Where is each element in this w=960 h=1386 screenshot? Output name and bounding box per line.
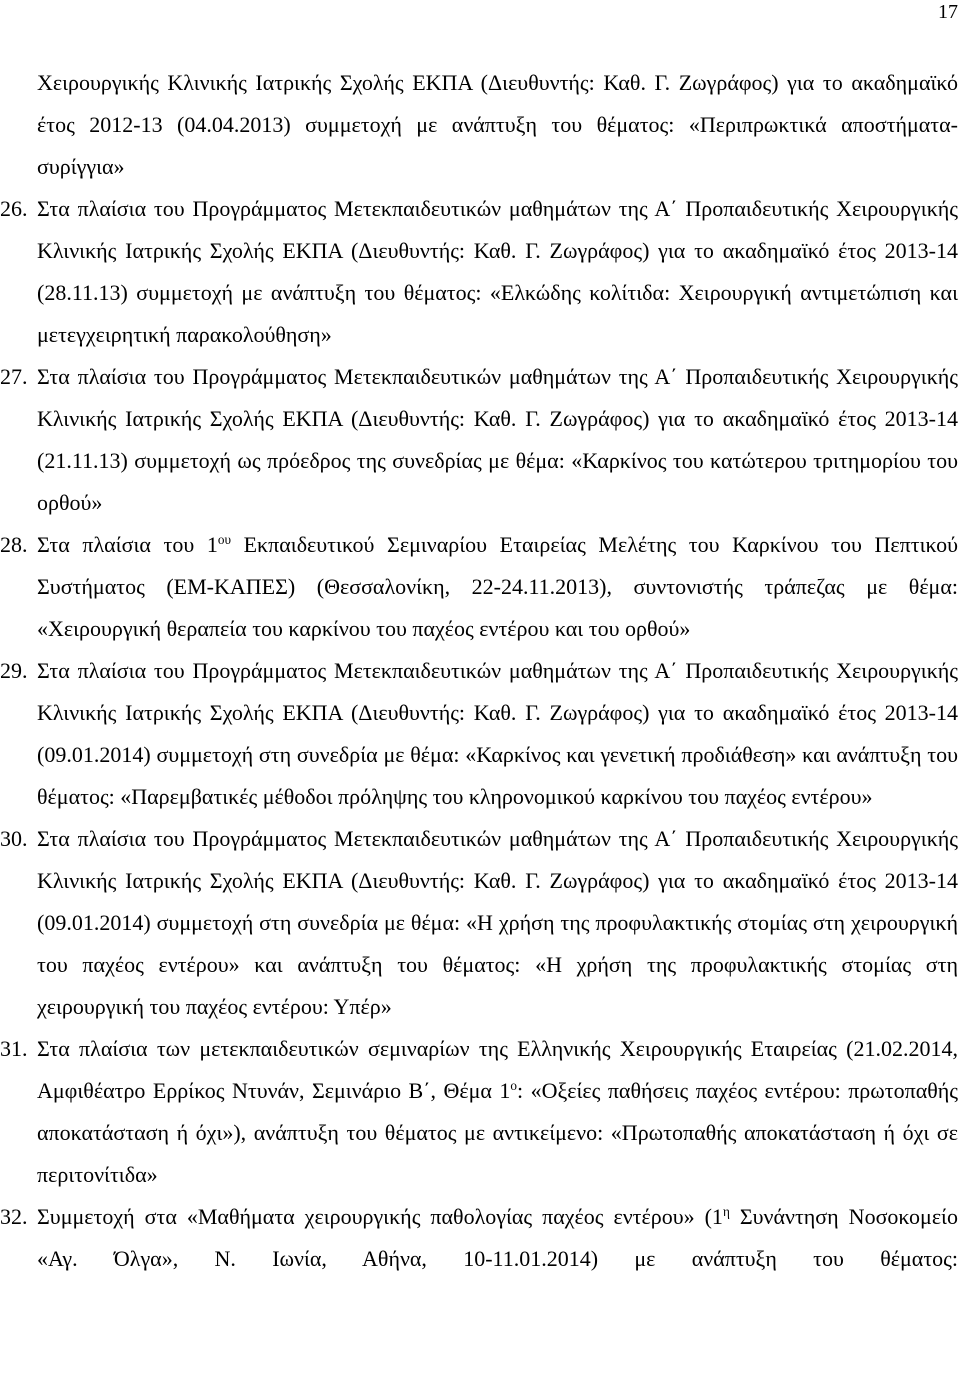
numbered-list bbox=[0, 62, 958, 1280]
list-item-28 bbox=[0, 524, 958, 650]
list-item-text-start: Στα πλαίσια του 1 bbox=[37, 532, 218, 557]
list-item-text: Στα πλαίσια του Προγράμματος Μετεκπαιδευτικών μαθημάτων της Α΄ Προπαιδευτικής Χειρουργικής Κλινικής Ιατρικής Σχολής ΕΚΠΑ (Διευθυντής: Καθ. Γ. Ζωγράφος) για το ακαδημαϊκό έτος 2013-14 (21.11.13) συμμετοχή ως πρόεδρος της συνεδρίας με θέμα: «Καρκίνος του κατώτερου τριτημορίου του ορθού» bbox=[37, 364, 958, 515]
list-item-text: Στα πλαίσια του Προγράμματος Μετεκπαιδευτικών μαθημάτων της Α΄ Προπαιδευτικής Χειρουργικής Κλινικής Ιατρικής Σχολής ΕΚΠΑ (Διευθυντής: Καθ. Γ. Ζωγράφος) για το ακαδημαϊκό έτος 2013-14 (09.01.2014) συμμετοχή στη συνεδρία με θέμα: «Καρκίνος και γενετική προδιάθεση» και ανάπτυξη του θέματος: «Παρεμβατικές μέθοδοι πρόληψης του κληρονομικού καρκίνου του παχέος εντέρου» bbox=[37, 658, 958, 809]
ordinal-superscript: η bbox=[722, 1204, 730, 1220]
list-item-text-end: : «Οξείες παθήσεις παχέος εντέρου: πρωτοπαθής αποκατάσταση ή όχι»), ανάπτυξη του θέματος με αντικείμενο: «Πρωτοπαθής αποκατάσταση ή όχι σε περιτονίτιδα» bbox=[37, 1078, 958, 1187]
page-number: 17 bbox=[938, 1, 958, 23]
ordinal-superscript: ο bbox=[510, 1078, 517, 1094]
list-item-32 bbox=[0, 1196, 958, 1280]
list-item-text: Χειρουργικής Κλινικής Ιατρικής Σχολής ΕΚΠΑ (Διευθυντής: Καθ. Γ. Ζωγράφος) για το ακαδημαϊκό έτος 2012-13 (04.04.2013) συμμετοχή με ανάπτυξη του θέματος: «Περιπρωκτικά αποστήματα-συρίγγια» bbox=[37, 70, 958, 179]
list-item-26 bbox=[0, 188, 958, 356]
list-item-number: 32. bbox=[0, 1204, 28, 1229]
list-item-number: 31. bbox=[0, 1036, 28, 1061]
list-item-31 bbox=[0, 1028, 958, 1196]
list-item-number: 30. bbox=[0, 826, 28, 851]
list-item-29 bbox=[0, 650, 958, 818]
ordinal-superscript: ου bbox=[217, 532, 231, 548]
list-item-text: Στα πλαίσια του Προγράμματος Μετεκπαιδευτικών μαθημάτων της Α΄ Προπαιδευτικής Χειρουργικής Κλινικής Ιατρικής Σχολής ΕΚΠΑ (Διευθυντής: Καθ. Γ. Ζωγράφος) για το ακαδημαϊκό έτος 2013-14 (09.01.2014) συμμετοχή στη συνεδρία με θέμα: «Η χρήση της προφυλακτικής στομίας στη χειρουργική του παχέος εντέρου» και ανάπτυξη του θέματος: «Η χρήση της προφυλακτικής στομίας στη χειρουργική του παχέος εντέρου: Υπέρ» bbox=[37, 826, 958, 1019]
list-item-text: Στα πλαίσια του Προγράμματος Μετεκπαιδευτικών μαθημάτων της Α΄ Προπαιδευτικής Χειρουργικής Κλινικής Ιατρικής Σχολής ΕΚΠΑ (Διευθυντής: Καθ. Γ. Ζωγράφος) για το ακαδημαϊκό έτος 2013-14 (28.11.13) συμμετοχή με ανάπτυξη του θέματος: «Ελκώδης κολίτιδα: Χειρουργική αντιμετώπιση και μετεγχειρητική παρακολούθηση» bbox=[37, 196, 958, 347]
list-item-text-end: Εκπαιδευτικού Σεμιναρίου Εταιρείας Μελέτης του Καρκίνου του Πεπτικού Συστήματος (ΕΜ-ΚΑΠΕΣ) (Θεσσαλονίκη, 22-24.11.2013), συντονιστής τράπεζας με θέμα: «Χειρουργική θεραπεία του καρκίνου του παχέος εντέρου και του ορθού» bbox=[37, 532, 958, 641]
list-item-number: 29. bbox=[0, 658, 28, 683]
list-item-30 bbox=[0, 818, 958, 1028]
list-item-text-end: Συνάντηση Νοσοκομείο «Αγ. Όλγα», Ν. Ιωνία, Αθήνα, 10-11.01.2014) με ανάπτυξη του θέματος: bbox=[37, 1204, 958, 1271]
list-item-text-start: Συμμετοχή στα «Μαθήματα χειρουργικής παθολογίας παχέος εντέρου» (1 bbox=[37, 1204, 723, 1229]
list-item-text-start: Στα πλαίσια των μετεκπαιδευτικών σεμιναρίων της Ελληνικής Χειρουργικής Εταιρείας (21.02.2014, Αμφιθέατρο Ερρίκος Ντυνάν, Σεμινάριο Β΄, Θέμα 1 bbox=[37, 1036, 958, 1103]
list-item-number: 27. bbox=[0, 364, 28, 389]
list-item-number: 26. bbox=[0, 196, 28, 221]
list-item-number: 28. bbox=[0, 532, 28, 557]
list-item-27 bbox=[0, 356, 958, 524]
list-item-continuation bbox=[0, 62, 958, 188]
